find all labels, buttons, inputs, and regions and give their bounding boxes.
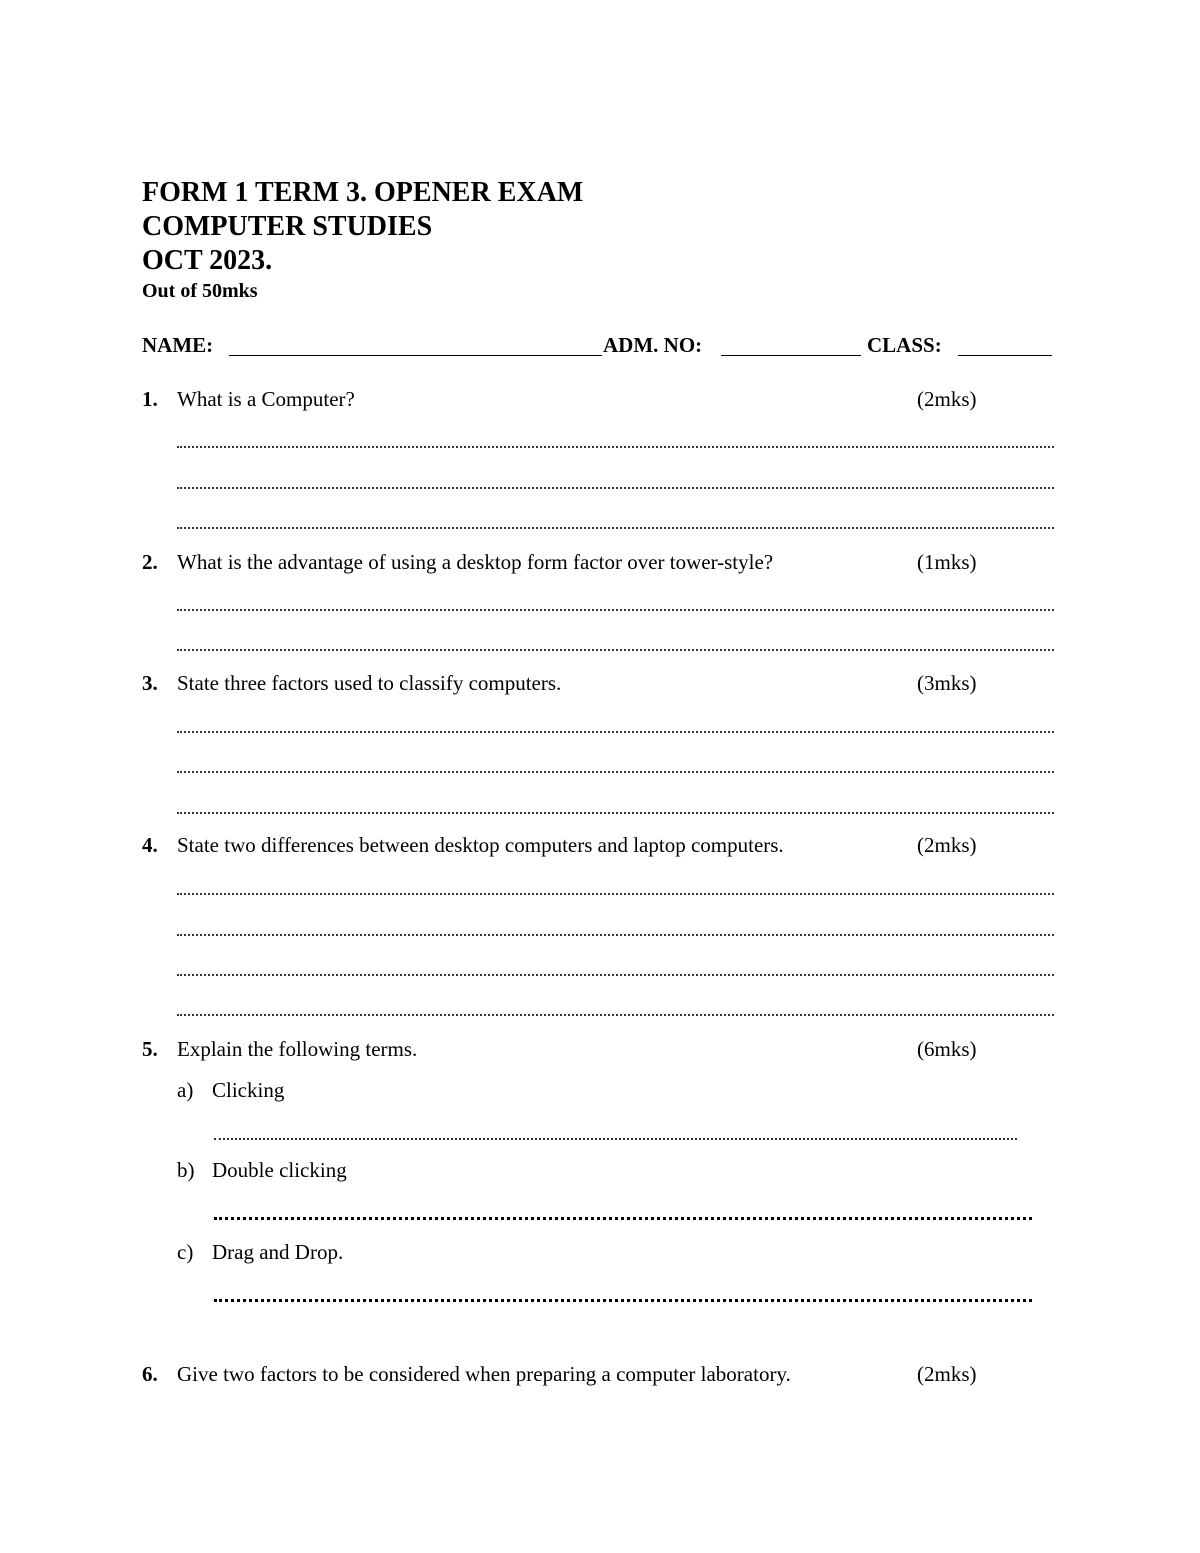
question-number: 4. [142, 833, 158, 857]
answer-line[interactable] [177, 934, 1054, 936]
question-number: 5. [142, 1037, 158, 1061]
student-details [142, 331, 1054, 361]
question-number: 1. [142, 387, 158, 411]
question-marks: (1mks) [917, 550, 977, 574]
part-text: Clicking [212, 1078, 285, 1102]
answer-line[interactable] [177, 609, 1054, 611]
total-marks: Out of 50mks [142, 280, 258, 302]
answer-line[interactable] [177, 527, 1054, 529]
question-text: State three factors used to classify computers. [177, 671, 562, 695]
question-text: Give two factors to be considered when preparing a computer laboratory. [177, 1362, 791, 1386]
answer-line[interactable] [214, 1217, 1032, 1220]
answer-line[interactable] [177, 974, 1054, 976]
question-marks: (3mks) [917, 671, 977, 695]
adm-label: ADM. NO: [603, 333, 703, 357]
question-marks: (2mks) [917, 833, 977, 857]
answer-line[interactable] [177, 731, 1054, 733]
class-field[interactable] [958, 355, 1052, 356]
question-number: 3. [142, 671, 158, 695]
exam-title: FORM 1 TERM 3. OPENER EXAM [142, 177, 584, 208]
answer-line[interactable] [214, 1299, 1032, 1302]
adm-field[interactable] [721, 355, 861, 356]
class-label: CLASS: [867, 333, 942, 357]
answer-line[interactable] [177, 487, 1054, 489]
name-label: NAME: [142, 333, 214, 357]
part-label: a) [177, 1078, 194, 1102]
answer-line[interactable] [177, 1014, 1054, 1016]
question-text: Explain the following terms. [177, 1037, 418, 1061]
answer-line[interactable] [214, 1138, 1017, 1140]
part-text: Double clicking [212, 1158, 347, 1182]
part-label: c) [177, 1240, 194, 1264]
question-marks: (6mks) [917, 1037, 977, 1061]
answer-line[interactable] [177, 446, 1054, 448]
part-label: b) [177, 1158, 195, 1182]
answer-line[interactable] [177, 771, 1054, 773]
subject-title: COMPUTER STUDIES [142, 211, 433, 242]
name-field[interactable] [229, 355, 602, 356]
question-marks: (2mks) [917, 1362, 977, 1386]
exam-date: OCT 2023. [142, 245, 273, 276]
answer-line[interactable] [177, 649, 1054, 651]
question-text: What is a Computer? [177, 387, 355, 411]
question-marks: (2mks) [917, 387, 977, 411]
question-text: What is the advantage of using a desktop form factor over tower-style? [177, 550, 774, 574]
part-text: Drag and Drop. [212, 1240, 344, 1264]
question-text: State two differences between desktop computers and laptop computers. [177, 833, 784, 857]
answer-line[interactable] [177, 812, 1054, 814]
question-number: 2. [142, 550, 158, 574]
question-number: 6. [142, 1362, 158, 1386]
answer-line[interactable] [177, 893, 1054, 895]
